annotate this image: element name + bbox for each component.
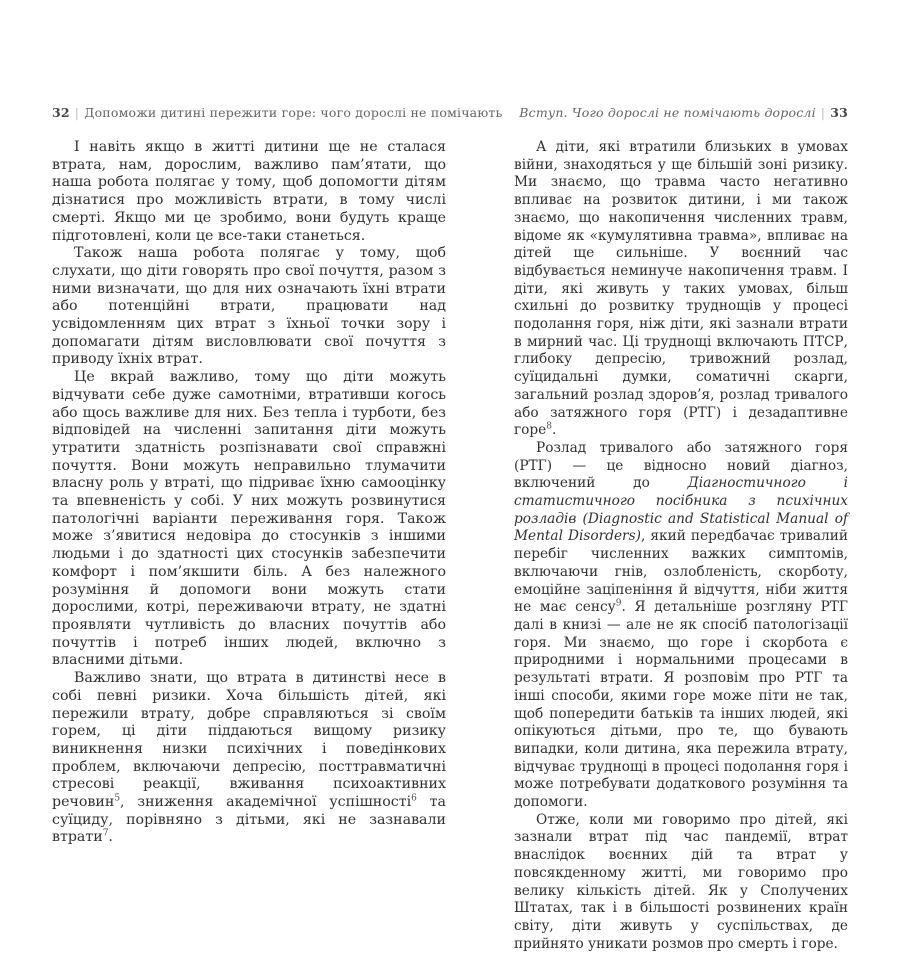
- running-head-right: [514, 106, 848, 120]
- page-right: [514, 106, 848, 953]
- footnote-marker: 6: [411, 793, 417, 804]
- page-number-right: 33: [830, 105, 848, 120]
- running-title-right: Вступ. Чого дорослі не помічають дорослі: [519, 105, 816, 120]
- body-text-right: [514, 139, 848, 953]
- header-separator-right: |: [820, 105, 826, 120]
- footnote-marker: 5: [114, 793, 121, 804]
- paragraph: Отже, коли ми говоримо про дітей, які зазнали втрат під час пандемії, втрат внаслідок воєнних дій та втрат у повсякденному житті, ми говоримо про велику кількість дітей. Як у Сполучених Штатах, так і в більшості розвинених країн світу, діти живуть у суспільствах, де прийнято уникати розмов про смерть і горе.: [514, 811, 848, 952]
- paragraph: Важливо знати, що втрата в дитинстві несе в собі певні ризики. Хоча більшість дітей, які пережили втрату, добре справляються зі своїм горем, ці діти піддаються вищому ризику виникнення низки психічних і поведінкових проблем, включаючи депресію, посттравматичні стресові реакції, вживання психоактивних речовин$^5$, зниження академічної успішності$^6$ та суїциду, порівняно з дітьми, які не зазнавали втрати$^7$.: [52, 670, 446, 846]
- footnote-marker: 8: [546, 421, 553, 432]
- paragraph: Також наша робота полягає у тому, щоб слухати, що діти говорять про свої почуття, разом з ними визначати, що для них означають їхні втрати або потенційні втрати, працювати над усвідомленням цих втрат з їхньої точки зору і допомагати дітям висловлювати свої почуття з приводу їхніх втрат.: [52, 245, 446, 368]
- paragraph: Розлад тривалого або затяжного горя (РТГ) — це відносно новий діагноз, включений до Діагностичного і статистичного посібника з психічних розладів (Diagnostic and Statistical Manual of Mental Disorders), який передбачає тривалий перебіг численних важких симптомів, включаючи гнів, озлобленість, скорботу, емоційне заціпеніння й відчуття, ніби життя не має сенсу$^9$. Я детальніше розгляну РТГ далі в книзі — але не як спосіб патологізації горя. Ми знаємо, що горе і скорбота є природними і нормальними процесами в результаті втрати. Я розповім про РТГ та інші способи, якими горе може піти не так, щоб попередити батьків та інших людей, які опікуються дітьми, про те, що бувають випадки, коли дитина, яка пережила втрату, відчуває труднощі в процесі подолання горя і може потребувати додаткового розуміння та допомоги.: [514, 439, 848, 811]
- running-title-left: Допоможи дитині пережити горе: чого дорослі не помічають: [84, 105, 503, 120]
- footnote-marker: 7: [102, 828, 109, 839]
- body-text-left: [52, 139, 446, 847]
- header-separator-left: |: [74, 105, 80, 120]
- running-head-left: [52, 105, 503, 120]
- page-number-left: 32: [52, 105, 70, 120]
- paragraph: І навіть якщо в житті дитини ще не сталася втрата, нам, дорослим, важливо пам’ятати, що наша робота полягає у тому, щоб допомогти дітям дізнатися про можливість втрати, в тому числі смерті. Якщо ми це зробимо, вони будуть краще підготовлені, коли це все-таки станеться.: [52, 139, 446, 244]
- paragraph: А діти, які втратили близьких в умовах війни, знаходяться у ще більшій зоні ризику. Ми знаємо, що травма часто негативно впливає на розвиток дитини, і ми також знаємо, що накопичення численних травм, відоме як «кумулятивна травма», впливає на дітей ще сильніше. У воєнний час відбувається неминуче накопичення травм. І діти, які живуть у таких умовах, більш схильні до розвитку труднощів у процесі подолання горя, ніж діти, які зазнали втрати в мирний час. Ці труднощі включають ПТСР, глибоку депресію, тривожний розлад, суїцидальні думки, соматичні скарги, загальний розлад здоров’я, розлад тривалого або затяжного горя (РТГ) і дезадаптивне горе$^8$.: [514, 139, 848, 439]
- footnote-marker: 9: [615, 598, 622, 609]
- page-left: [52, 105, 503, 847]
- paragraph: Це вкрай важливо, тому що діти можуть відчувати себе дуже самотніми, втративши когось або щось важливе для них. Без тепла і турботи, без відповідей на численні запитання діти можуть утратити здатність розпізнавати свої справжні почуття. Вони можуть неправильно тлумачити власну роль у втраті, що підриває їхню самооцінку та впевненість у собі. У них можуть розвинутися патологічні варіанти переживання горя. Також може з’явитися недовіра до стосунків з іншими людьми і до здатності цих стосунків забезпечити комфорт і пом’якшити біль. А без належного розуміння й допомоги вони можуть стати дорослими, котрі, переживаючи втрату, не здатні проявляти чутливість до власних почуттів або почуттів і потреб інших людей, включно з власними дітьми.: [52, 369, 446, 669]
